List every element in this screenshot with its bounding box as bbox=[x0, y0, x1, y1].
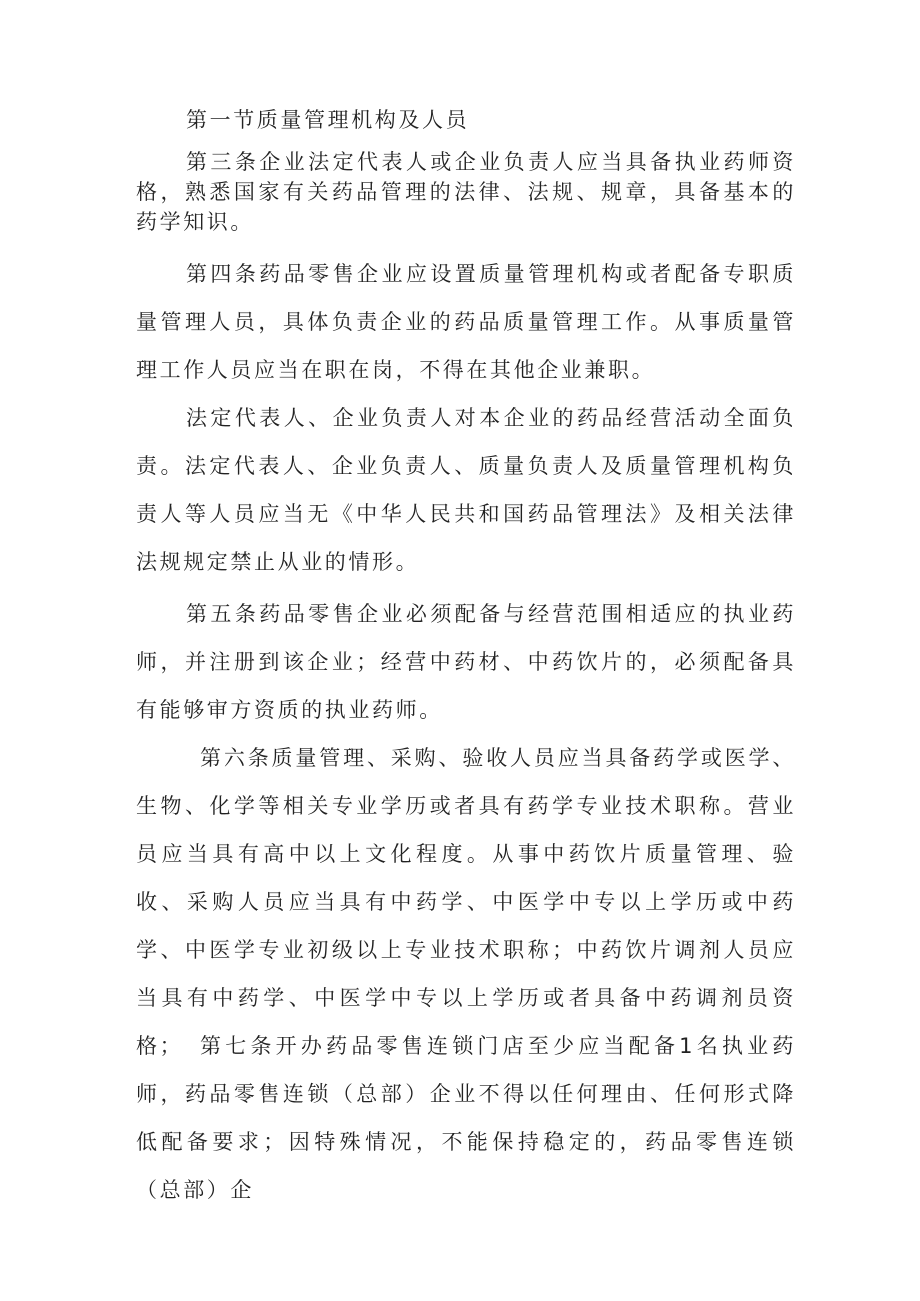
article-3-paragraph: 第三条企业法定代表人或企业负责人应当具备执业药师资格，熟悉国家有关药品管理的法律、法规、规章，具备基本的药学知识。 bbox=[136, 150, 796, 234]
article-4-paragraph: 第四条药品零售企业应设置质量管理机构或者配备专职质量管理人员，具体负责企业的药品质量管理工作。从事质量管理工作人员应当在职在岗，不得在其他企业兼职。 bbox=[136, 262, 796, 382]
legal-representative-paragraph: 法定代表人、企业负责人对本企业的药品经营活动全面负责。法定代表人、企业负责人、质量负责人及质量管理机构负责人等人员应当无《中华人民共和国药品管理法》及相关法律法规规定禁止从业的情形。 bbox=[136, 406, 796, 574]
article-5-paragraph: 第五条药品零售企业必须配备与经营范围相适应的执业药师，并注册到该企业；经营中药材、中药饮片的，必须配备具有能够审方资质的执业药师。 bbox=[136, 602, 796, 722]
article-6-paragraph: 第六条质量管理、采购、验收人员应当具备药学或医学、生物、化学等相关专业学历或者具有药学专业技术职称。营业员应当具有高中以上文化程度。从事中药饮片质量管理、验收、采购人员应当具有中药学、中医学中专以上学历或中药学、中医学专业初级以上专业技术职称；中药饮片调剂人员应当具有中药学、中医学中专以上学历或者具备中药调剂员资格； bbox=[136, 746, 796, 1058]
article-7-paragraph: 第七条开办药品零售连锁门店至少应当配备1名执业药师，药品零售连锁（总部）企业不得以任何理由、任何形式降低配备要求；因特殊情况，不能保持稳定的，药品零售连锁（总部）企 bbox=[136, 1034, 796, 1202]
section-title: 第一节质量管理机构及人员 bbox=[186, 108, 470, 132]
